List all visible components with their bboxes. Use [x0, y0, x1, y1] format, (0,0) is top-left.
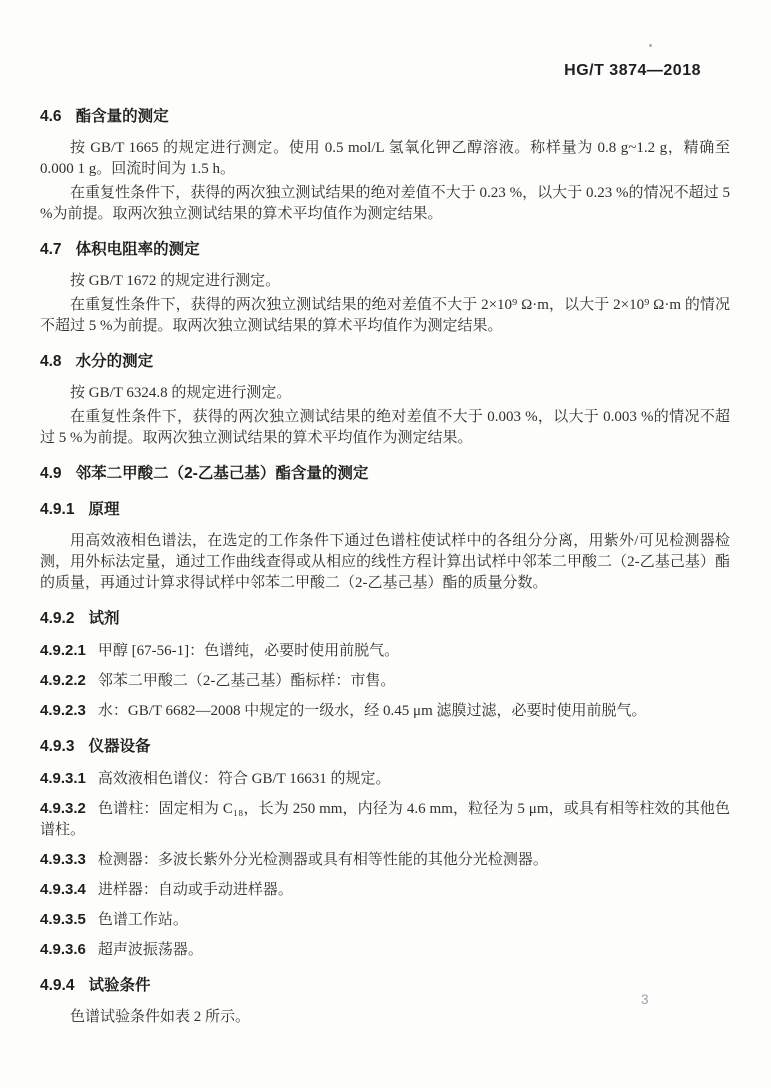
clause-item — [40, 670, 730, 692]
subsection-heading — [40, 975, 730, 997]
clause-number: 4.9.3.3 — [40, 851, 86, 868]
clause-text: 超声波振荡器。 — [97, 942, 203, 958]
clause-item — [40, 700, 730, 722]
subsection-heading — [40, 736, 730, 758]
clause-item — [40, 768, 730, 790]
clause-text: 水：GB/T 6682—2008 中规定的一级水，经 0.45 μm 滤膜过滤，必要时使用前脱气。 — [97, 703, 647, 719]
clause-number: 4.7 — [40, 241, 62, 258]
paragraph: 按 GB/T 6324.8 的规定进行测定。 — [70, 385, 292, 401]
subsection-heading — [40, 499, 730, 521]
clause-title: 试验条件 — [88, 977, 151, 994]
paragraph: 按 GB/T 1665 的规定进行测定。使用 0.5 mol/L 氢氧化钾乙醇溶液。称样量为 0.8 g~1.2 g，精确至 0.000 1 g。回流时间为 1.5 h。 — [40, 140, 730, 177]
clause-number: 4.9.3.2 — [40, 800, 86, 817]
clause-number: 4.9.3.5 — [40, 911, 86, 928]
paragraph: 在重复性条件下，获得的两次独立测试结果的绝对差值不大于 0.003 %，以大于 0.003 %的情况不超过 5 %为前提。取两次独立测试结果的算术平均值作为测定结果。 — [40, 409, 730, 446]
clause-text: 检测器：多波长紫外分光检测器或具有相等性能的其他分光检测器。 — [97, 852, 548, 868]
clause-number: 4.9.4 — [40, 977, 75, 994]
clause-number: 4.9.2.2 — [40, 672, 86, 689]
subsection-heading — [40, 608, 730, 630]
clause-number: 4.9.3.4 — [40, 881, 86, 898]
clause-number: 4.6 — [40, 108, 62, 125]
paragraph: 按 GB/T 1672 的规定进行测定。 — [70, 273, 281, 289]
clause-item — [40, 849, 730, 871]
clause-text: 高效液相色谱仪：符合 GB/T 16631 的规定。 — [97, 771, 391, 787]
clause-item — [40, 640, 730, 662]
clause-title: 试剂 — [88, 610, 120, 627]
page-number: 3 — [641, 992, 649, 1007]
clause-number: 4.9.3.6 — [40, 941, 86, 958]
paragraph: 在重复性条件下，获得的两次独立测试结果的绝对差值不大于 2×10⁹ Ω·m，以大于 2×10⁹ Ω·m 的情况不超过 5 %为前提。取两次独立测试结果的算术平均值作为测定结果。 — [40, 297, 730, 334]
clause-title: 酯含量的测定 — [75, 108, 169, 125]
clause-title: 原理 — [88, 501, 120, 518]
section-heading — [40, 106, 730, 128]
paragraph: 在重复性条件下，获得的两次独立测试结果的绝对差值不大于 0.23 %，以大于 0.23 %的情况不超过 5 %为前提。取两次独立测试结果的算术平均值作为测定结果。 — [40, 185, 730, 222]
clause-number: 4.9.2.1 — [40, 642, 86, 659]
clause-title: 邻苯二甲酸二（2-乙基己基）酯含量的测定 — [75, 465, 369, 482]
paragraph: 用高效液相色谱法，在选定的工作条件下通过色谱柱使试样中的各组分分离，用紫外/可见检测器检测，用外标法定量，通过工作曲线查得或从相应的线性方程计算出试样中邻苯二甲酸二（2-乙基己基）酯的质量，再通过计算求得试样中邻苯二甲酸二（2-乙基己基）酯的质量分数。 — [40, 533, 730, 591]
clause-text: 甲醇 [67-56-1]：色谱纯，必要时使用前脱气。 — [97, 643, 400, 659]
clause-number: 4.9.1 — [40, 501, 75, 518]
clause-item — [40, 939, 730, 961]
clause-item — [40, 798, 730, 841]
scan-speck — [649, 44, 652, 47]
document-body — [40, 106, 730, 1031]
paragraph: 色谱试验条件如表 2 所示。 — [70, 1009, 251, 1025]
clause-number: 4.8 — [40, 353, 62, 370]
clause-text: 色谱工作站。 — [97, 912, 188, 928]
clause-title: 体积电阻率的测定 — [75, 241, 200, 258]
clause-number: 4.9.3 — [40, 738, 75, 755]
clause-number: 4.9.2 — [40, 610, 75, 627]
clause-text: 邻苯二甲酸二（2-乙基己基）酯标样：市售。 — [97, 673, 396, 689]
clause-number: 4.9.3.1 — [40, 770, 86, 787]
section-heading — [40, 463, 730, 485]
clause-title: 仪器设备 — [88, 738, 151, 755]
standard-code-header: HG/T 3874—2018 — [564, 62, 701, 79]
clause-title: 水分的测定 — [75, 353, 154, 370]
clause-text: 色谱柱：固定相为 C₁₈，长为 250 mm，内径为 4.6 mm，粒径为 5 μm，或具有相等柱效的其他色谱柱。 — [40, 801, 730, 838]
clause-item — [40, 879, 730, 901]
clause-item — [40, 909, 730, 931]
clause-text: 进样器：自动或手动进样器。 — [97, 882, 293, 898]
clause-number: 4.9 — [40, 465, 62, 482]
section-heading — [40, 351, 730, 373]
clause-number: 4.9.2.3 — [40, 702, 86, 719]
section-heading — [40, 239, 730, 261]
